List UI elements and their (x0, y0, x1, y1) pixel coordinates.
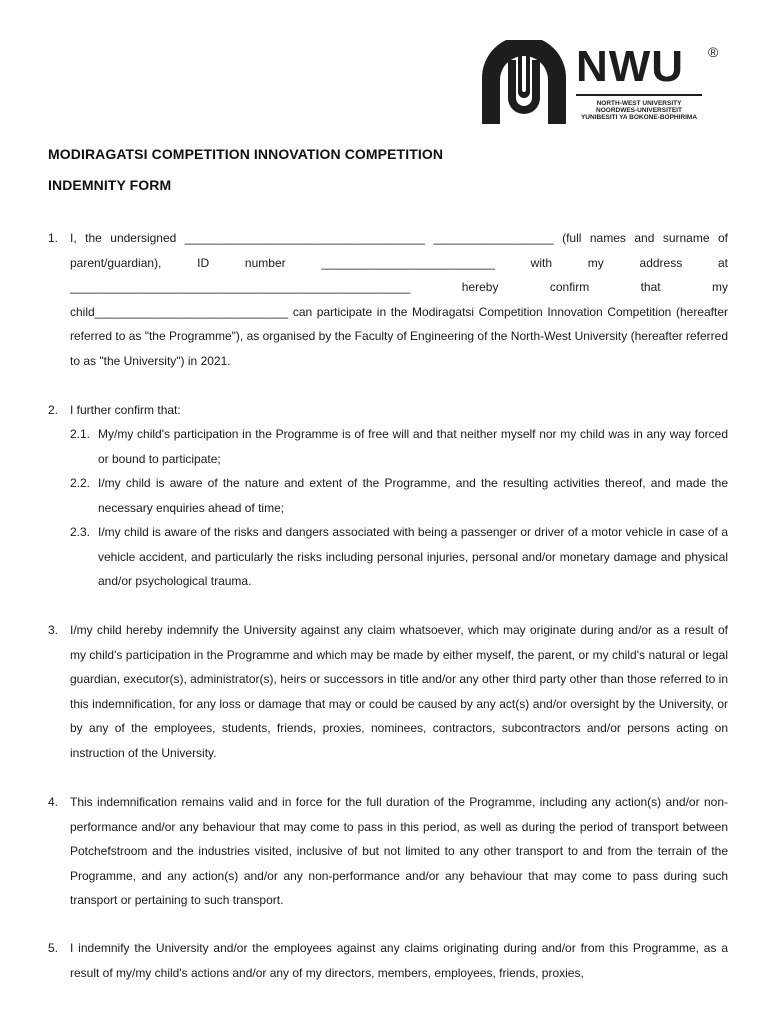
clause-number: 2. (48, 403, 59, 417)
clause-2-text: I further confirm that: (70, 403, 181, 417)
logo-divider (576, 94, 702, 96)
clause-2-2 (70, 471, 728, 520)
clause-2-1 (70, 422, 728, 471)
subclause-number: 2.2. (70, 476, 91, 490)
form-title: INDEMNITY FORM (48, 177, 172, 193)
subclause-number: 2.1. (70, 427, 91, 441)
logo-line-setswana: YUNIBESITI YA BOKONE-BOPHIRIMA (580, 114, 698, 121)
subclause-number: 2.3. (70, 525, 91, 539)
clause-1-line-2: parent/guardian), ID number __________________________ with my address at (70, 255, 728, 270)
clause-number: 5. (48, 941, 59, 955)
clause-number: 3. (48, 623, 59, 637)
clause-1-text: child_____________________________ can participate in the Modiragatsi Competition Innovation Competition (hereafter referred to as "the Programme"), as organised by the Faculty of Engineering of the North-West University (hereafter referred to as "the University") in 2021. (70, 304, 728, 368)
subclause-text: I/my child is aware of the nature and extent of the Programme, and the resulting activities thereof, and made the necessary enquiries ahead of time; (98, 476, 728, 515)
clause-2 (48, 398, 728, 423)
logo-wordmark: NWU (576, 42, 685, 91)
clause-4 (48, 790, 728, 913)
logo-line-afrikaans: NOORDWES-UNIVERSITEIT (596, 107, 682, 114)
logo-subtitle (576, 100, 702, 121)
clause-1-line-1: I, the undersigned ____________________________________ __________________ (full names and surname of (70, 231, 728, 245)
clause-number: 1. (48, 231, 59, 245)
subclause-text: I/my child is aware of the risks and dangers associated with being a passenger or driver of a motor vehicle in case of a vehicle accident, and particularly the risks including personal injuries, personal and/or monetary damage and physical and/or psychological trauma. (98, 525, 728, 588)
page-title: MODIRAGATSI COMPETITION INNOVATION COMPETITION (48, 146, 444, 162)
clause-1-line-3: ___________________________________________________ hereby confirm that my (70, 280, 728, 294)
clause-5 (48, 936, 728, 985)
clause-3 (48, 618, 728, 765)
clause-5-text: I indemnify the University and/or the employees against any claims originating during and/or from this Programme, as a result of my/my child's actions and/or any of my directors, members, employees, friends, proxies, (70, 941, 728, 980)
clause-1 (48, 226, 728, 373)
clause-number: 4. (48, 795, 59, 809)
nwu-logo (476, 40, 726, 126)
registered-mark: ® (708, 44, 719, 60)
nwu-emblem-icon (476, 40, 572, 126)
logo-line-english: NORTH-WEST UNIVERSITY (596, 100, 682, 107)
subclause-text: My/my child's participation in the Programme is of free will and that neither myself nor my child was in any way forced or bound to participate; (98, 427, 728, 466)
clause-3-text: I/my child hereby indemnify the University against any claim whatsoever, which may originate during and/or as a result of my child's participation in the Programme and which may be made by either myself, the parent, or my child's natural or legal guardian, executor(s), administrator(s), heirs or successors in title and/or any other third party other than those referred to in this indemnification, for any loss or damage that may or could be caused by any act(s) and/or oversight by the University, or by any of the employees, students, friends, proxies, nominees, contractors, subcontractors and/or persons acting on instruction of the University. (70, 623, 728, 760)
clause-2-3 (70, 520, 728, 594)
clause-4-text: This indemnification remains valid and in force for the full duration of the Programme, including any action(s) and/or non-performance and/or any behaviour that may come to pass in this period, as well as during the period of transport between Potchefstroom and the industries visited, inclusive of but not limited to any other transport to and from the terrain of the Programme, and any action(s) and/or any non-performance and/or any behaviour that may come to pass during such transport or pertaining to such transport. (70, 795, 728, 907)
